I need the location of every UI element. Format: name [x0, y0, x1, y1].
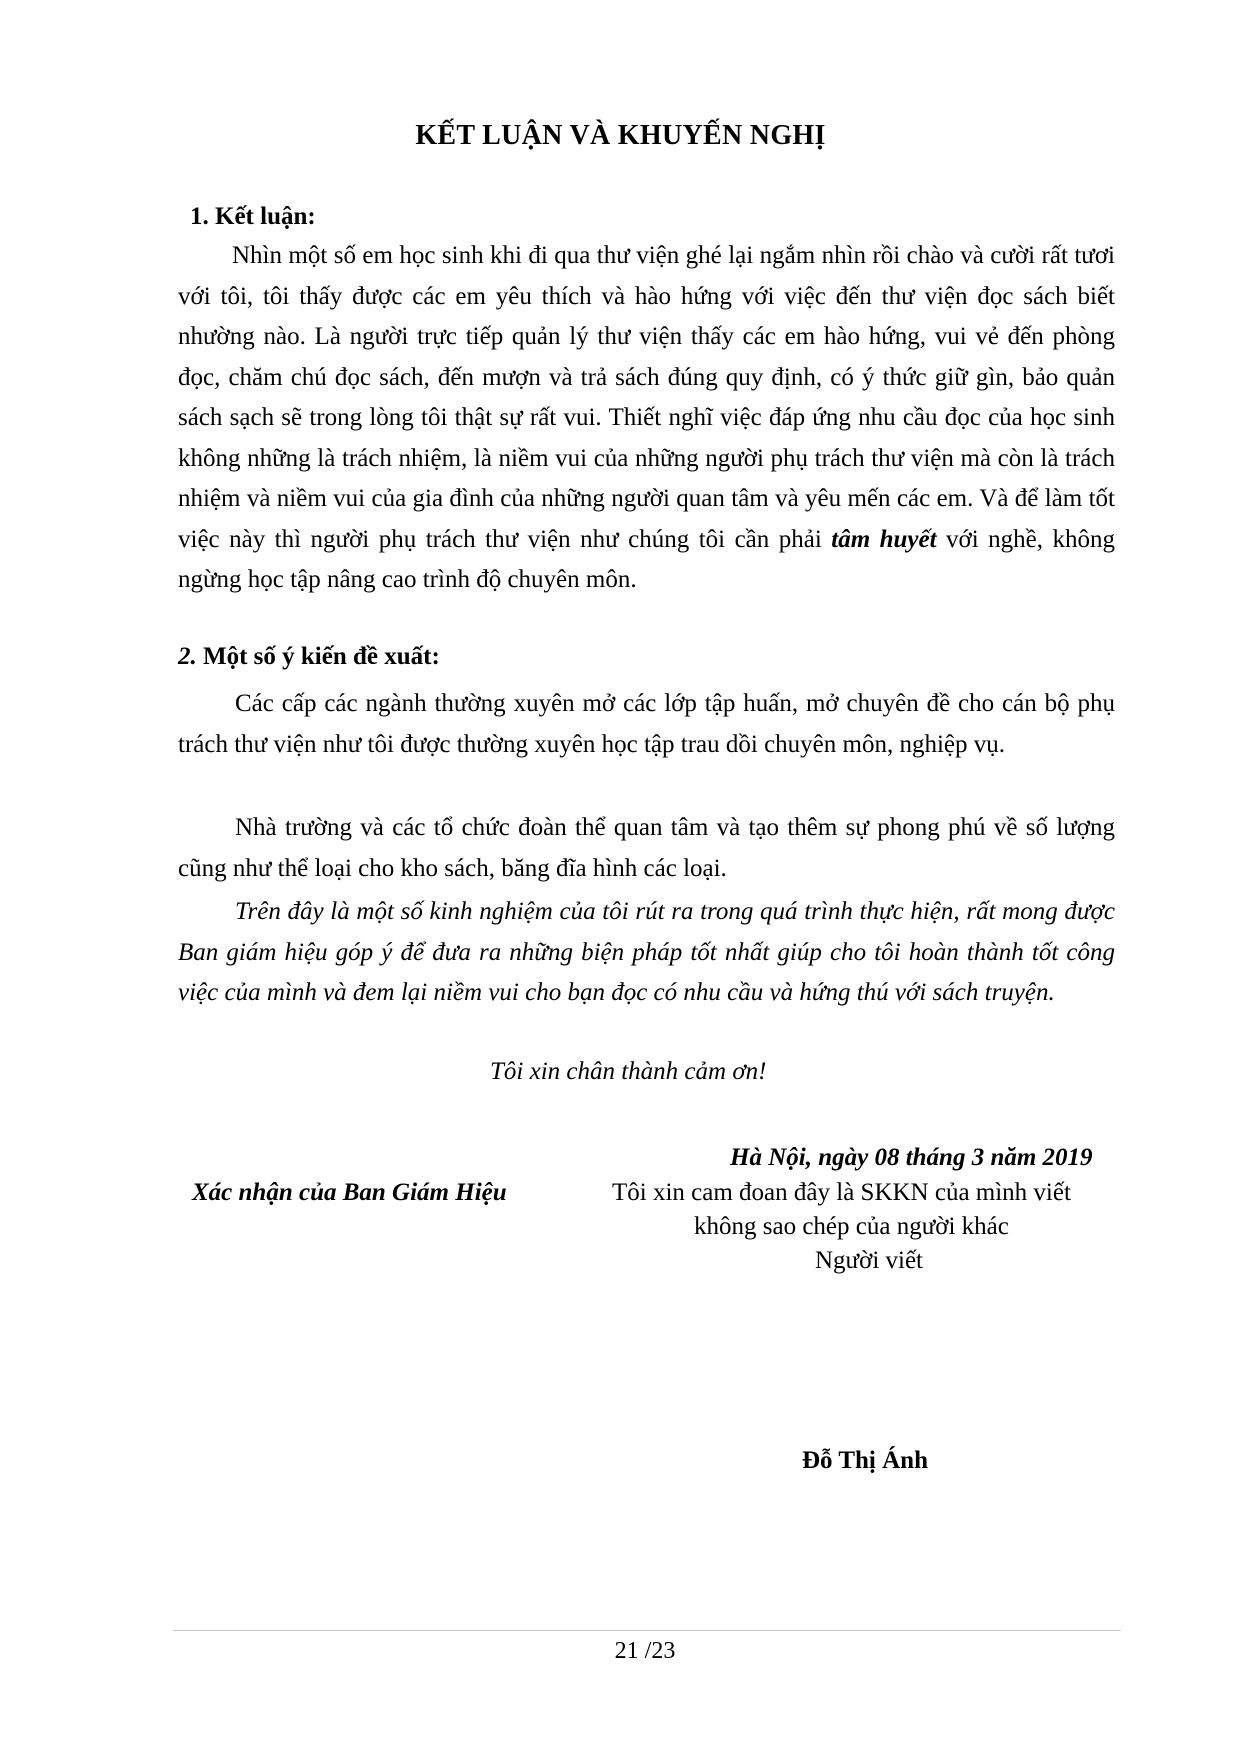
oath-line-1: Tôi xin cam đoan đây là SKKN của mình viết [612, 1179, 1071, 1206]
signer-name: Đỗ Thị Ánh [802, 1447, 928, 1474]
section-1-emphasis: tâm huyết [831, 525, 937, 553]
section-2-paragraph-2: Nhà trường và các tổ chức đoàn thể quan tâm và tạo thêm sự phong phú về số lượng cũng như thể loại cho kho sách, băng đĩa hình các loại. [178, 814, 1115, 882]
section-2-heading-text: Một số ý kiến đề xuất: [196, 643, 440, 670]
section-2-heading [178, 643, 440, 671]
thanks-line: Tôi xin chân thành cảm ơn! [490, 1058, 767, 1085]
section-2-paragraph-1: Các cấp các ngành thường xuyên mở các lớp tập huấn, mở chuyên đề cho cán bộ phụ trách thư viện như tôi được thường xuyên học tập trau dồi chuyên môn, nghiệp vụ. [178, 690, 1115, 758]
page-title: KẾT LUẬN VÀ KHUYẾN NGHỊ [415, 120, 826, 151]
section-1-paragraph [178, 236, 1115, 601]
oath-line-2: không sao chép của người khác [694, 1213, 1009, 1240]
section-2-paragraph-3: Trên đây là một số kinh nghiệm của tôi rút ra trong quá trình thực hiện, rất mong được Ban giám hiệu góp ý để đưa ra những biện pháp tốt nhất giúp cho tôi hoàn thành tốt công việc của mình và đem lại niềm vui cho bạn đọc có nhu cầu và hứng thú với sách truyện. [178, 898, 1115, 1006]
section-1-heading: 1. Kết luận: [190, 203, 316, 230]
date-line: Hà Nội, ngày 08 tháng 3 năm 2019 [730, 1144, 1093, 1171]
confirmation-label: Xác nhận của Ban Giám Hiệu [192, 1179, 507, 1206]
section-1-text-before: Nhìn một số em học sinh khi đi qua thư viện ghé lại ngắm nhìn rồi chào và cười rất tươi với tôi, tôi thấy được các em yêu thích và hào hứng với việc đến thư viện đọc sách biết nhường nào. Là người trực tiếp quản lý thư viện thấy các em hào hứng, vui vẻ đến phòng đọc, chăm chú đọc sách, đến mượn và trả sách đúng quy định, có ý thức giữ gìn, bảo quản sách sạch sẽ trong lòng tôi thật sự rất vui. Thiết nghĩ việc đáp ứng nhu cầu đọc của học sinh không những là trách nhiệm, là niềm vui của những người phụ trách thư viện mà còn là trách nhiệm và niềm vui của gia đình của những người quan tâm và yêu mến các em. Và để làm tốt việc này thì người phụ trách thư viện như chúng tôi cần phải [178, 242, 1115, 553]
section-1-text-after: với nghề, không ngừng học tập nâng cao trình độ chuyên môn. [178, 525, 1115, 593]
page-number: 21 /23 [614, 1638, 676, 1664]
footer-divider [173, 1630, 1121, 1631]
section-2-heading-number: 2. [178, 643, 197, 670]
writer-label: Người viết [815, 1247, 924, 1274]
